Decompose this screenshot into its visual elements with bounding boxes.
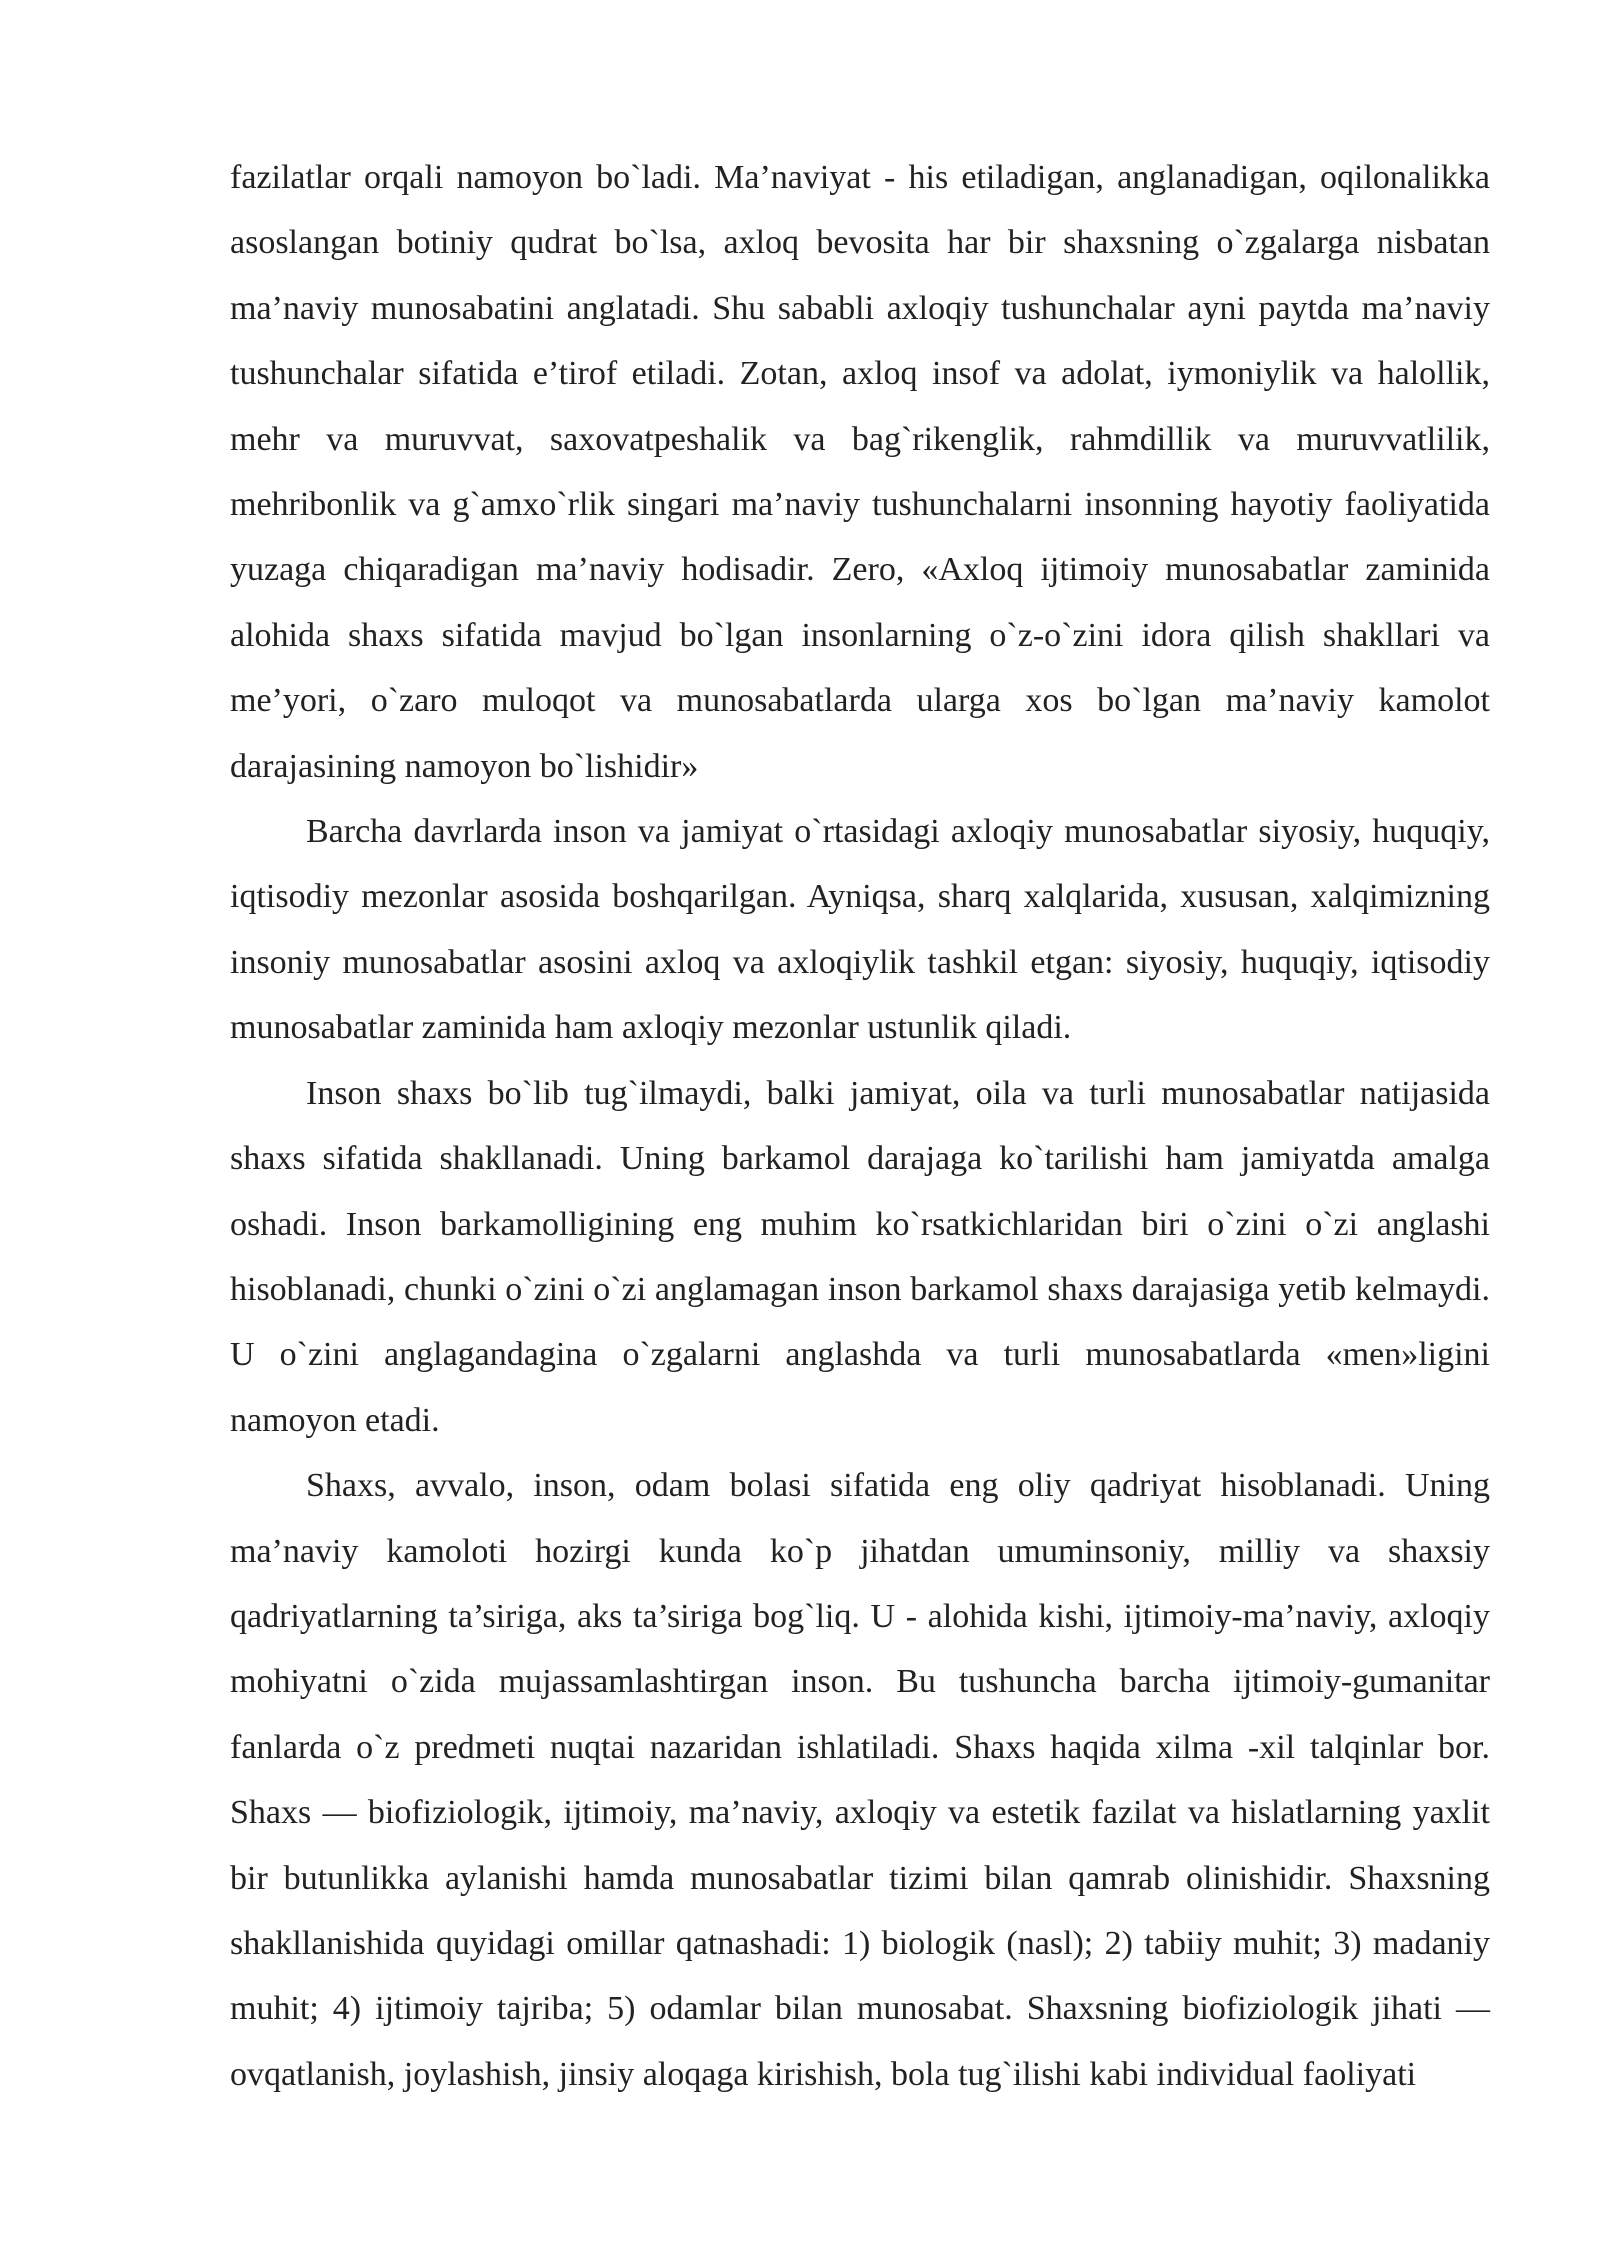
document-page xyxy=(230,145,1490,2107)
paragraph-2: Barcha davrlarda inson va jamiyat o`rtasidagi axloqiy munosabatlar siyosiy, huquqiy, iqtisodiy mezonlar asosida boshqarilgan. Ayniqsa, sharq xalqlarida, xususan, xalqimizning insoniy munosabatlar asosini axloq va axloqiylik tashkil etgan: siyosiy, huquqiy, iqtisodiy munosabatlar zaminida ham axloqiy mezonlar ustunlik qiladi. xyxy=(230,813,1490,1047)
paragraph-4: Shaxs, avvalo, inson, odam bolasi sifatida eng oliy qadriyat hisoblanadi. Uning ma’naviy kamoloti hozirgi kunda ko`p jihatdan umuminsoniy, milliy va shaxsiy qadriyatlarning ta’siriga, aks ta’siriga bog`liq. U - alohida kishi, ijtimoiy-ma’naviy, axloqiy mohiyatni o`zida mujassamlashtirgan inson. Bu tushuncha barcha ijtimoiy-gumanitar fanlarda o`z predmeti nuqtai nazaridan ishlatiladi. Shaxs haqida xilma -xil talqinlar bor. Shaxs — biofiziologik, ijtimoiy, ma’naviy, axloqiy va estetik fazilat va hislatlarning yaxlit bir butunlikka aylanishi hamda munosabatlar tizimi bilan qamrab olinishidir. Shaxsning shakllanishida quyidagi omillar qatnashadi: 1) biologik (nasl); 2) tabiiy muhit; 3) madaniy muhit; 4) ijtimoiy tajriba; 5) odamlar bilan munosabat. Shaxsning biofiziologik jihati — ovqatlanish, joylashish, jinsiy aloqaga kirishish, bola tug`ilishi kabi individual faoliyati xyxy=(230,1467,1490,2093)
paragraph-3: Inson shaxs bo`lib tug`ilmaydi, balki jamiyat, oila va turli munosabatlar natijasida shaxs sifatida shakllanadi. Uning barkamol darajaga ko`tarilishi ham jamiyatda amalga oshadi. Inson barkamolligining eng muhim ko`rsatkichlaridan biri o`zini o`zi anglashi hisoblanadi, chunki o`zini o`zi anglamagan inson barkamol shaxs darajasiga yetib kelmaydi. U o`zini anglagandagina o`zgalarni anglashda va turli munosabatlarda «men»ligini namoyon etadi. xyxy=(230,1074,1490,1439)
paragraph-1: fazilatlar orqali namoyon bo`ladi. Ma’naviyat - his etiladigan, anglanadigan, oqilonalikka asoslangan botiniy qudrat bo`lsa, axloq bevosita har bir shaxsning o`zgalarga nisbatan ma’naviy munosabatini anglatadi. Shu sababli axloqiy tushunchalar ayni paytda ma’naviy tushunchalar sifatida e’tirof etiladi. Zotan, axloq insof va adolat, iymoniylik va halollik, mehr va muruvvat, saxovatpeshalik va bag`rikenglik, rahmdillik va muruvvatlilik, mehribonlik va g`amxo`rlik singari ma’naviy tushunchalarni insonning hayotiy faoliyatida yuzaga chiqaradigan ma’naviy hodisadir. Zero, «Axloq ijtimoiy munosabatlar zaminida alohida shaxs sifatida mavjud bo`lgan insonlarning o`z-o`zini idora qilish shakllari va me’yori, o`zaro muloqot va munosabatlarda ularga xos bo`lgan ma’naviy kamolot darajasining namoyon bo`lishidir» xyxy=(230,159,1490,785)
